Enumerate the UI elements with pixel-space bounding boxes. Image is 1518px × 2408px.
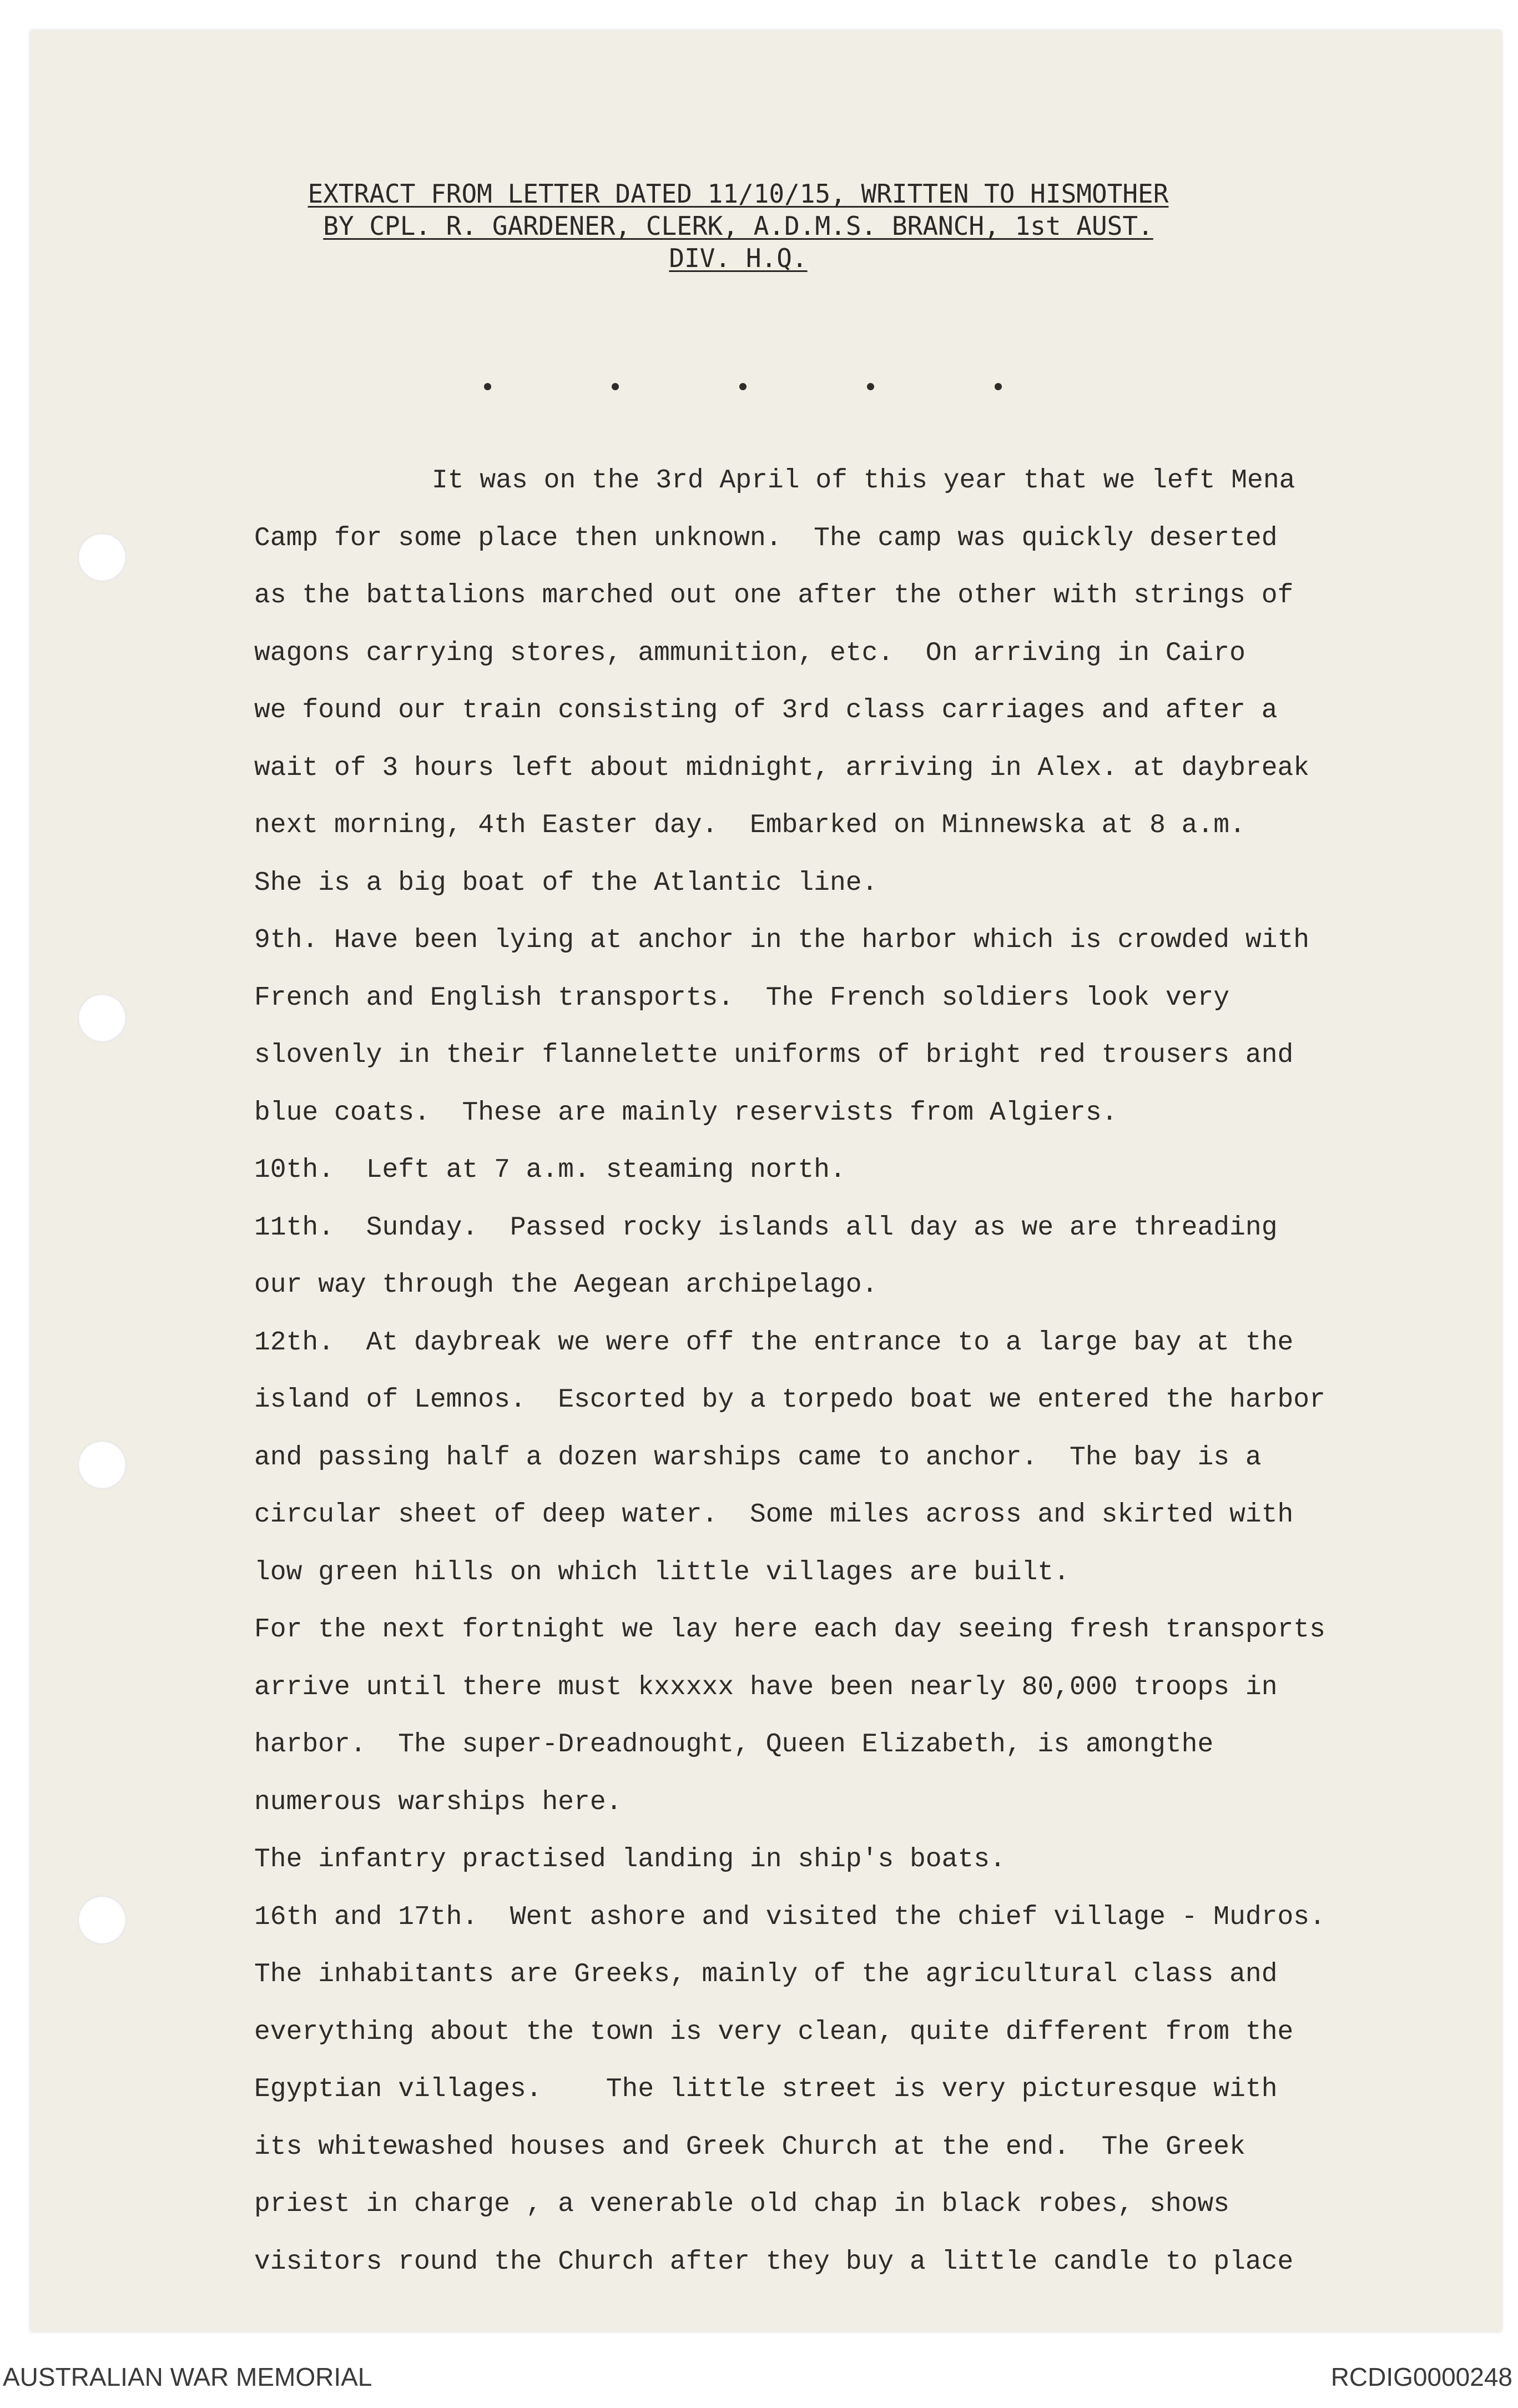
body-line: low green hills on which little villages are built. [254, 1557, 1070, 1588]
body-line: Camp for some place then unknown. The camp was quickly deserted [254, 523, 1278, 553]
punch-hole [78, 1896, 127, 1944]
body-line: our way through the Aegean archipelago. [254, 1270, 878, 1300]
body-line: wagons carrying stores, ammunition, etc. On arriving in Cairo [254, 638, 1245, 668]
document-heading [244, 178, 1232, 274]
heading-line: BY CPL. R. GARDENER, CLERK, A.D.M.S. BRANCH, 1st AUST. [323, 211, 1153, 241]
footer-record-id: RCDIG0000248 [1330, 2362, 1512, 2391]
body-line: next morning, 4th Easter day. Embarked on Minnewska at 8 a.m. [254, 810, 1245, 840]
footer-archive-name: AUSTRALIAN WAR MEMORIAL [3, 2362, 372, 2391]
body-line: circular sheet of deep water. Some miles across and skirted with [254, 1500, 1294, 1530]
separator-dot [484, 383, 491, 390]
body-line: blue coats. These are mainly reservists from Algiers. [254, 1097, 1118, 1128]
body-line: 10th. Left at 7 a.m. steaming north. [254, 1155, 846, 1185]
separator-dot [612, 383, 619, 390]
body-line: arrive until there must kxxxxx have been nearly 80,000 troops in [254, 1672, 1278, 1702]
body-line: priest in charge , a venerable old chap in black robes, shows [254, 2189, 1230, 2219]
body-line: and passing half a dozen warships came to anchor. The bay is a [254, 1442, 1262, 1473]
separator-dot [995, 383, 1002, 390]
body-line: For the next fortnight we lay here each day seeing fresh transports [254, 1615, 1325, 1645]
body-line: numerous warships here. [254, 1787, 622, 1817]
body-line: 12th. At daybreak we were off the entrance to a large bay at the [254, 1327, 1294, 1358]
punch-hole [78, 533, 127, 582]
heading-line: DIV. H.Q. [669, 243, 808, 273]
separator-dot [739, 383, 747, 390]
body-line: It was on the 3rd April of this year that we left Mena [432, 466, 1295, 496]
heading-line: EXTRACT FROM LETTER DATED 11/10/15, WRITTEN TO HISMOTHER [307, 179, 1169, 209]
body-line: French and English transports. The French soldiers look very [254, 983, 1230, 1013]
body-line: The inhabitants are Greeks, mainly of the agricultural class and [254, 1959, 1278, 1989]
body-line: Egyptian villages. The little street is very picturesque with [254, 2074, 1278, 2104]
punch-hole [78, 1440, 127, 1489]
separator-dot [867, 383, 874, 390]
body-line: 16th and 17th. Went ashore and visited the chief village - Mudros. [254, 1902, 1325, 1932]
dot-separator [477, 383, 1032, 405]
body-line: visitors round the Church after they buy a little candle to place [254, 2246, 1294, 2277]
body-line: harbor. The super-Dreadnought, Queen Elizabeth, is amongthe [254, 1730, 1214, 1760]
body-line: slovenly in their flannelette uniforms of bright red trousers and [254, 1040, 1294, 1070]
body-line: we found our train consisting of 3rd class carriages and after a [254, 696, 1278, 726]
body-line: The infantry practised landing in ship's boats. [254, 1845, 1006, 1875]
body-line: She is a big boat of the Atlantic line. [254, 868, 878, 898]
body-line: everything about the town is very clean, quite different from the [254, 2017, 1294, 2047]
body-line: wait of 3 hours left about midnight, arriving in Alex. at daybreak [254, 753, 1310, 783]
body-line: 9th. Have been lying at anchor in the harbor which is crowded with [254, 925, 1310, 955]
body-line: 11th. Sunday. Passed rocky islands all day as we are threading [254, 1212, 1278, 1243]
body-line: its whitewashed houses and Greek Church at the end. The Greek [254, 2132, 1245, 2162]
body-line: as the battalions marched out one after the other with strings of [254, 581, 1294, 611]
letter-body [254, 452, 1448, 2291]
punch-hole [78, 994, 127, 1042]
body-line: island of Lemnos. Escorted by a torpedo boat we entered the harbor [254, 1385, 1325, 1415]
